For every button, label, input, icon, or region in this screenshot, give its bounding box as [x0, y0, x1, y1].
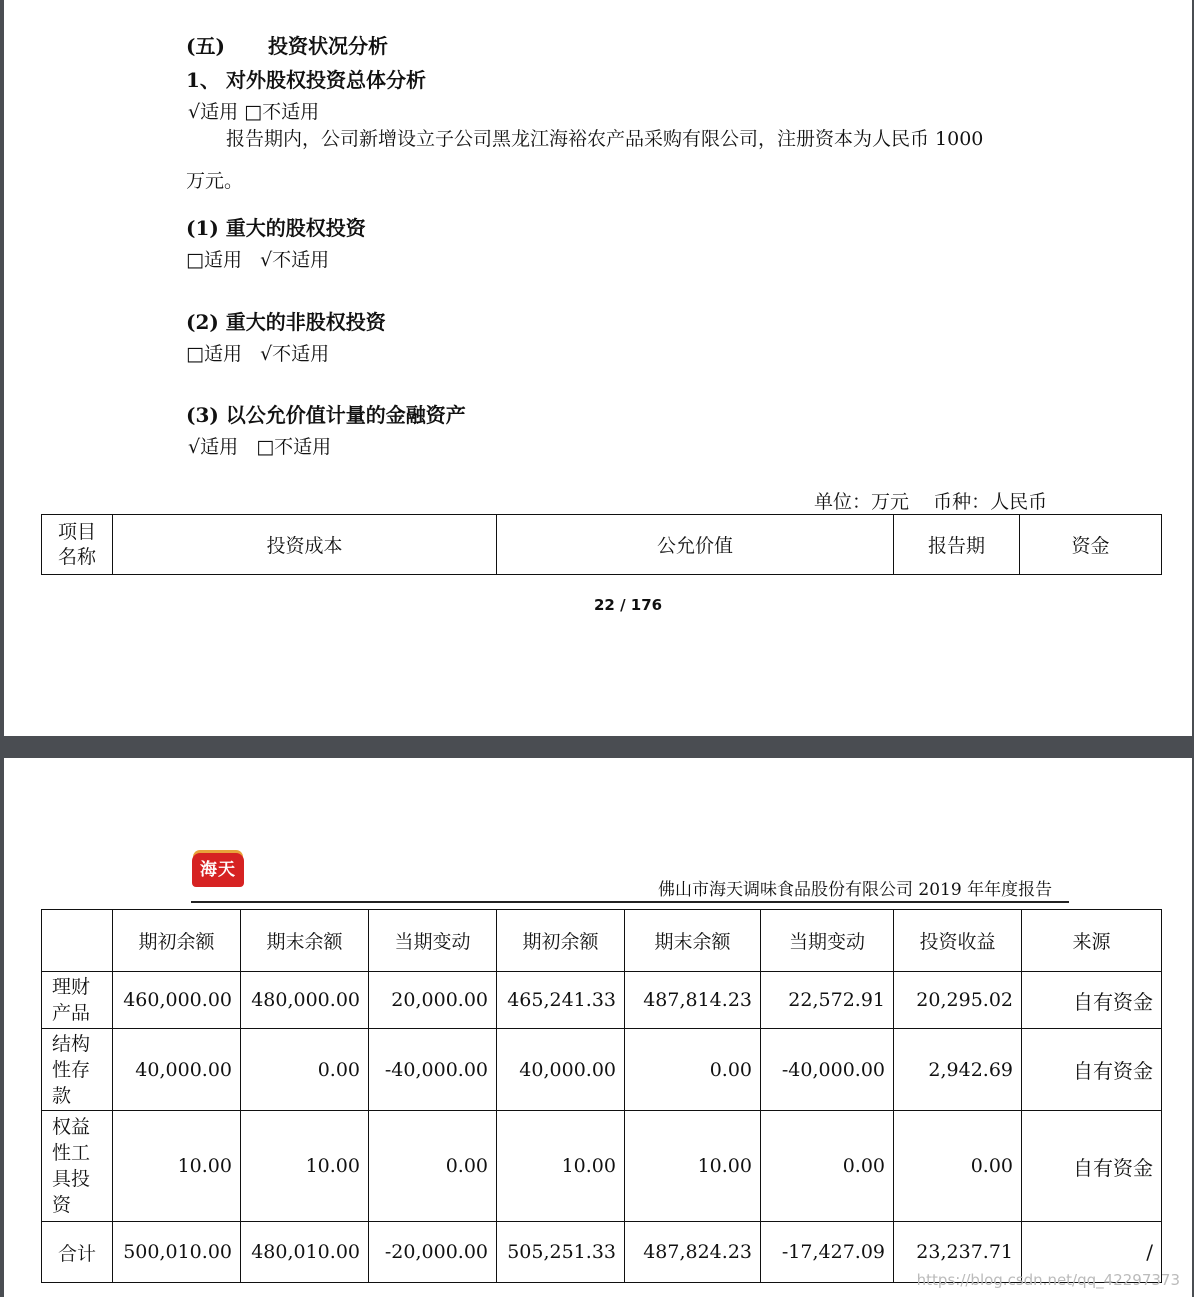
subsection-title: 对外股权投资总体分析 — [226, 68, 426, 92]
item3-title: (3) 以公允价值计量的金融资产 — [186, 403, 466, 427]
fair-value-table-header — [41, 514, 1162, 575]
table-cell: -40,000.00 — [369, 1029, 497, 1111]
table-cell: 2,942.69 — [894, 1029, 1022, 1111]
fund-source-cell: 自有资金 — [1022, 1111, 1162, 1222]
table-cell: -20,000.00 — [369, 1222, 497, 1283]
fund-source-cell: 自有资金 — [1022, 972, 1162, 1029]
table-cell: 465,241.33 — [497, 972, 625, 1029]
row-label: 合计 — [42, 1222, 113, 1283]
document-page-22 — [4, 0, 1192, 736]
table-cell: 500,010.00 — [113, 1222, 241, 1283]
section-number: (五) — [186, 34, 225, 58]
column-header: 期初余额 — [497, 910, 625, 972]
fair-value-table — [41, 909, 1162, 1283]
table-cell: 0.00 — [625, 1029, 761, 1111]
table-cell: 23,237.71 — [894, 1222, 1022, 1283]
table-cell: 20,000.00 — [369, 972, 497, 1029]
document-page-23 — [4, 758, 1192, 1297]
section-title: 投资状况分析 — [268, 34, 388, 58]
column-header: 当期变动 — [369, 910, 497, 972]
fund-source-cell: 自有资金 — [1022, 1029, 1162, 1111]
header-investment-cost: 投资成本 — [113, 515, 497, 575]
table-cell: 487,814.23 — [625, 972, 761, 1029]
item3-options: √适用 □不适用 — [188, 436, 332, 458]
header-fair-value: 公允价值 — [497, 515, 894, 575]
header-item-name: 项目 名称 — [42, 515, 113, 575]
header-divider — [191, 901, 1069, 903]
table-row — [42, 1111, 1162, 1222]
table-cell: 10.00 — [113, 1111, 241, 1222]
column-header: 投资收益 — [894, 910, 1022, 972]
table-cell: 40,000.00 — [113, 1029, 241, 1111]
fund-source-cell: / — [1022, 1222, 1162, 1283]
column-header: 来源 — [1022, 910, 1162, 972]
header-funds: 资金 — [1020, 515, 1162, 575]
table-cell: 0.00 — [894, 1111, 1022, 1222]
row-label: 权益 性工 具投 资 — [42, 1111, 113, 1222]
table-cell: 480,000.00 — [241, 972, 369, 1029]
table-cell: 10.00 — [241, 1111, 369, 1222]
header-reporting-period: 报告期 — [894, 515, 1020, 575]
table-cell: 0.00 — [369, 1111, 497, 1222]
row-label: 理财 产品 — [42, 972, 113, 1029]
column-header: 期初余额 — [113, 910, 241, 972]
table-row — [42, 972, 1162, 1029]
unit-currency-line: 单位：万元 币种：人民币 — [814, 491, 1048, 513]
item2-options: □适用 √不适用 — [186, 343, 330, 365]
table-cell: 0.00 — [241, 1029, 369, 1111]
table-cell: -40,000.00 — [761, 1029, 894, 1111]
table-cell: 0.00 — [761, 1111, 894, 1222]
item2-title: (2) 重大的非股权投资 — [186, 310, 386, 334]
item1-title: (1) 重大的股权投资 — [186, 216, 366, 240]
table-cell: 480,010.00 — [241, 1222, 369, 1283]
watermark: https://blog.csdn.net/qq_42297373 — [916, 1271, 1180, 1289]
table-cell: -17,427.09 — [761, 1222, 894, 1283]
paragraph-line-2: 万元。 — [186, 170, 244, 192]
table-cell: 20,295.02 — [894, 972, 1022, 1029]
item1-options: □适用 √不适用 — [186, 249, 330, 271]
paragraph-line-1: 报告期内，公司新增设立子公司黑龙江海裕农产品采购有限公司，注册资本为人民币 1000 — [226, 128, 984, 150]
table-cell: 22,572.91 — [761, 972, 894, 1029]
subsection-number: 1、 — [186, 68, 220, 92]
applicability-options: √适用 □不适用 — [188, 101, 320, 123]
table-header-row — [42, 910, 1162, 972]
company-logo: 海天 — [192, 853, 244, 887]
column-header: 期末余额 — [241, 910, 369, 972]
column-header: 当期变动 — [761, 910, 894, 972]
table-cell: 40,000.00 — [497, 1029, 625, 1111]
table-row — [42, 1029, 1162, 1111]
table-cell: 10.00 — [625, 1111, 761, 1222]
report-header: 佛山市海天调味食品股份有限公司 2019 年年度报告 — [658, 880, 1053, 900]
row-label: 结构 性存 款 — [42, 1029, 113, 1111]
table-cell: 460,000.00 — [113, 972, 241, 1029]
column-header — [42, 910, 113, 972]
column-header: 期末余额 — [625, 910, 761, 972]
table-cell: 487,824.23 — [625, 1222, 761, 1283]
page-number: 22 / 176 — [594, 596, 663, 614]
table-cell: 505,251.33 — [497, 1222, 625, 1283]
table-cell: 10.00 — [497, 1111, 625, 1222]
